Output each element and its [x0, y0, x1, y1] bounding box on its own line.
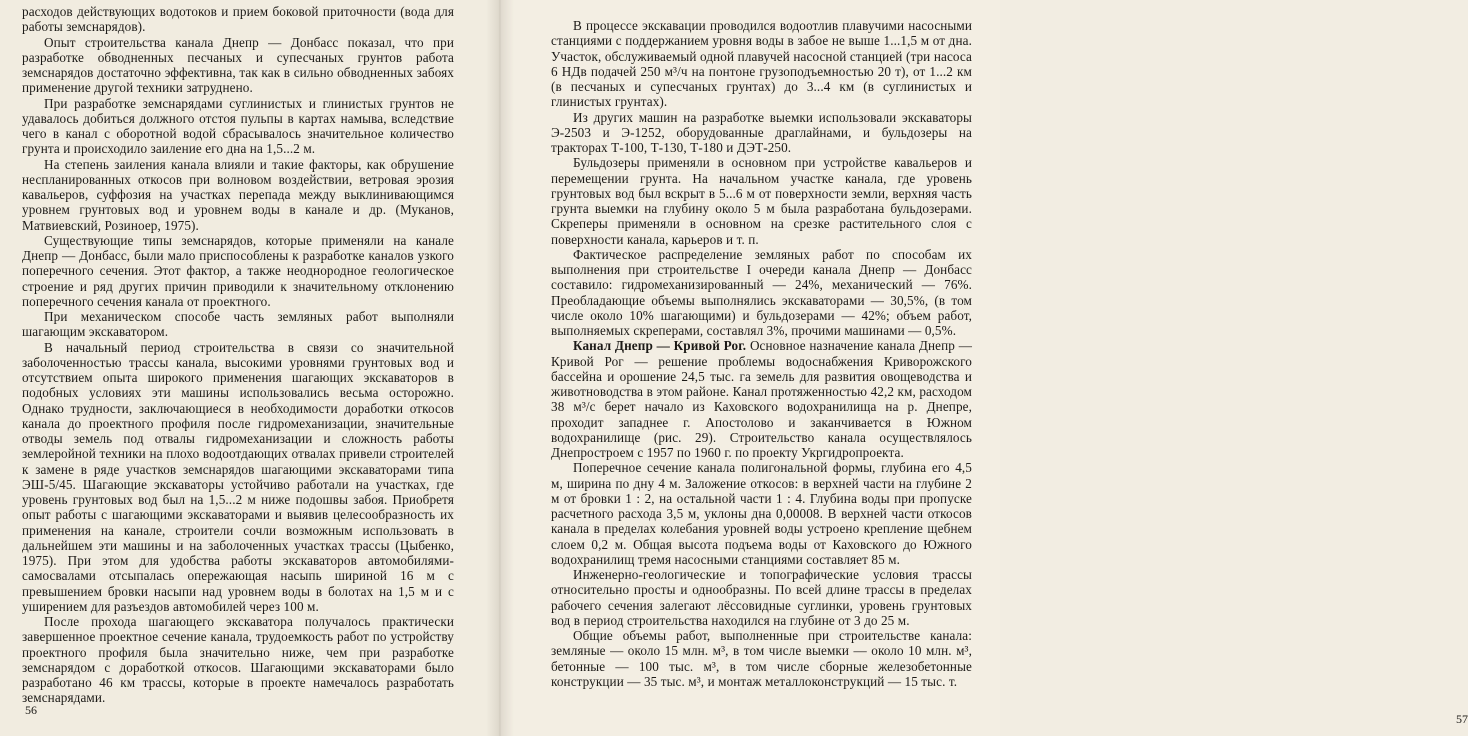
paragraph: Опыт строительства канала Днепр — Донбасс показал, что при разработке обводненных песчаных и супесчаных грунтов работа земснарядов достаточно эффективна, так как в сильно обводненных забоях применение другой техники затруднено.	[22, 34, 454, 96]
paragraph: Поперечное сечение канала полигональной формы, глубина его 4,5 м, ширина по дну 4 м. Заложение откосов: в верхней части на глубине 2 м от бровки 1 : 2, на остальной части 1 : 4. Глубина воды при пропуске расчетного расхода 3,5 м, уклоны дна 0,00008. В верхней части откосов канала в пределах колебания уровней воды устроено крепление щебнем слоем 0,2 м. Общая высота подъема воды от Каховского до Южного водохранилищ тремя насосными станциями составляет 85 м.	[551, 460, 972, 567]
page-number: 57	[1456, 712, 1468, 726]
paragraph: В процессе экскавации проводился водоотлив плавучими насосными станциями с поддержанием уровня воды в забое не выше 1...1,5 м от дна. Участок, обслуживаемый одной плавучей насосной станцией (три насоса 6 НДв подачей 250 м³/ч на понтоне грузоподъемностью 20 т), от 1...2 км (в песчаных и супесчаных грунтах) до 3...4 км (в суглинистых и глинистых грунтах).	[551, 18, 972, 110]
paragraph: Существующие типы земснарядов, которые применяли на канале Днепр — Донбасс, были мало приспособлены к разработке каналов узкого поперечного сечения. Этот фактор, а также неоднородное геологическое строение и ряд других причин приводили к значительному отклонению поперечного сечения канала от проектного.	[22, 232, 454, 309]
paragraph: Из других машин на разработке выемки использовали экскаваторы Э-2503 и Э-1252, оборудованные драглайнами, и бульдозеры на тракторах Т-100, Т-130, Т-180 и ДЭТ-250.	[551, 109, 972, 155]
paragraph: Инженерно-геологические и топографические условия трассы относительно просты и однообразны. По всей длине трассы в пределах рабочего сечения залегают лёссовидные суглинки, уровень грунтовых вод в период строительства находился на глубине от 3 до 25 м.	[551, 567, 972, 628]
paragraph: При разработке земснарядами суглинистых и глинистых грунтов не удавалось добиться должного отстоя пульпы в картах намыва, вследствие чего в канал с оборотной водой сбрасывалось значительное количество грунта и происходило заиление его дна на 1,5...2 м.	[22, 95, 454, 157]
section-text: Основное назначение канала Днепр — Кривой Рог — решение проблемы водоснабжения Криворожского бассейна и орошение 24,5 тыс. га земель для развития овощеводства и животноводства в этом районе. Канал протяженностью 42,2 км, расходом 38 м³/с берет начало из Каховского водохранилища на р. Днепре, проходит западнее г. Апостолово и заканчивается в Южном водохранилище (рис. 29). Строительство канала осуществлялось Днепростроем с 1957 по 1960 г. по проекту Укргидропроекта.	[551, 338, 972, 460]
paragraph: После прохода шагающего экскаватора получалось практически завершенное проектное сечение канала, трудоемкость работ по устройству проектного профиля была значительно ниже, чем при разработке земснарядом с доработкой откосов. Шагающими экскаваторами было разработано 46 км трассы, которые в проекте намечалось разработать земснарядами.	[22, 614, 454, 706]
left-page-text	[22, 4, 454, 706]
paragraph: На степень заиления канала влияли и такие факторы, как обрушение неспланированных откосов при волновом воздействии, ветровая эрозия кавальеров, суффозия на участках перепада между выклинивающимся уровнем грунтовых вод и уровнем воды в канале и др. (Муканов, Матвиевский, Розиноер, 1975).	[22, 156, 454, 233]
paragraph: В начальный период строительства в связи со значительной заболоченностью трассы канала, высокими уровнями грунтовых вод и отсутствием опыта широкого применения шагающих экскаваторов в подобных условиях эти машины использовались весьма осторожно. Однако трудности, заключающиеся в необходимости доработки откосов канала до проектного профиля после гидромеханизации, значительные отводы земель под отвалы гидромеханизации и сложность работы землеройной техники на плохо водоотдающих отвалах привели строителей к замене в ряде участков земснарядов шагающими экскаваторами типа ЭШ-5/45. Шагающие экскаваторы устойчиво работали на участках, где уровень грунтовых вод был на 1,5...2 м ниже подошвы забоя. Приобретя опыт работы с шагающими экскаваторами и выявив целесообразность их применения на канале, строители сочли возможным использовать в дальнейшем эти машины и на заболоченных участках трассы (Цыбенко, 1975). При этом для удобства работы экскаваторов автомобилями-самосвалами отсыпалась опережающая насыпь шириной 16 м с превышением бровки насыпи над уровнем воды в болотах на 1,5 м и с уширением для разъездов автомобилей через 100 м.	[22, 339, 454, 614]
book-gutter	[486, 0, 514, 736]
section-heading: Канал Днепр — Кривой Рог.	[573, 338, 747, 354]
paragraph: расходов действующих водотоков и прием боковой приточности (вода для работы земснарядов).	[22, 4, 454, 35]
paragraph: Бульдозеры применяли в основном при устройстве кавальеров и перемещении грунта. На начальном участке канала, где уровень грунтовых вод был вскрыт в 5...6 м от поверхности земли, верхняя часть грунта выемки на глубину около 5 м была разработана бульдозерами. Скреперы применяли в основном на срезке растительного слоя с поверхности канала, карьеров и т. п.	[551, 155, 972, 247]
left-page	[0, 0, 500, 736]
paragraph: Фактическое распределение земляных работ по способам их выполнения при строительстве I очереди канала Днепр — Донбасс составило: гидромеханизированный — 24%, механический — 76%. Преобладающие объемы выполнялись экскаваторами — 30,5%, (в том числе около 10% шагающими) и бульдозерами — 42%; объем работ, выполняемых скреперами, составлял 3%, прочими машинами — 0,5%.	[551, 246, 972, 338]
right-page-text	[551, 18, 972, 689]
paragraph: Общие объемы работ, выполненные при строительстве канала: земляные — около 15 млн. м³, в том числе выемки — около 10 млн. м³, бетонные — 100 тыс. м³, в том числе сборные железобетонные конструкции — 35 тыс. м³, и монтаж металлоконструкций — 15 тыс. т.	[551, 628, 972, 689]
paragraph: При механическом способе часть земляных работ выполняли шагающим экскаватором.	[22, 309, 454, 340]
page-number: 56	[25, 703, 37, 717]
right-page	[500, 0, 1468, 736]
section-paragraph	[551, 338, 972, 460]
